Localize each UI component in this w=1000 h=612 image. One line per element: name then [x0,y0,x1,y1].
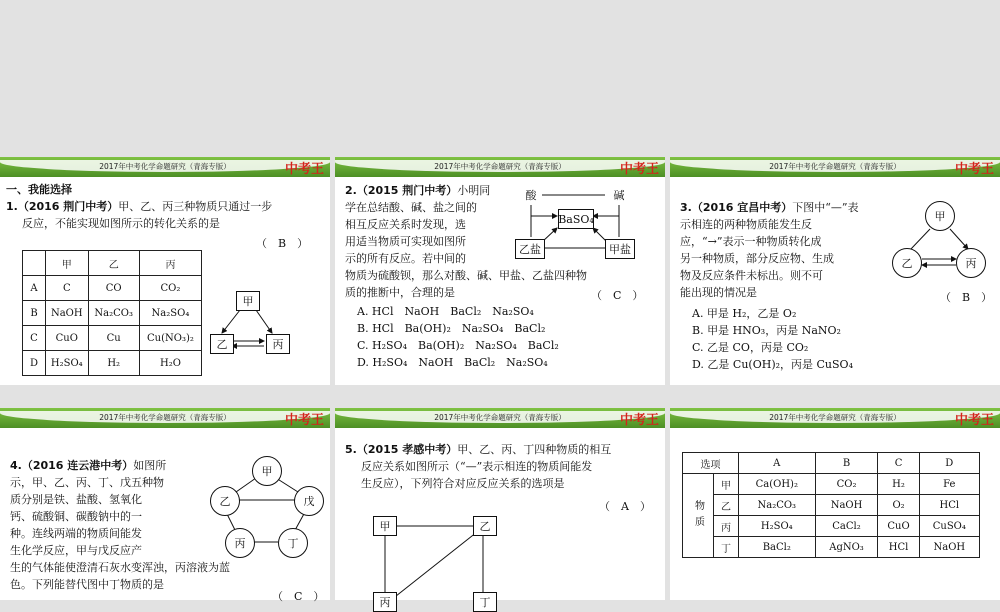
table-cell: H₂SO₄ [739,516,816,537]
table-header-row [683,453,980,474]
header-title: 2017年中考化学命题研究（青海专版） [769,162,901,171]
table-cell: A [23,276,46,301]
q-text: 小明同 [457,184,491,197]
table-row [683,516,980,537]
answer: （ B ） [256,237,309,250]
table-cell: H₂O [139,351,201,376]
q-source: （2016 连云港中考） [21,459,134,472]
logo: 中考王 [284,413,324,428]
q-text: 质分别是铁、盐酸、氢氧化 [10,493,142,506]
node-yi: 乙 [892,248,922,278]
answer: （ A ） [599,500,651,513]
table-cell: Na₂SO₄ [139,301,201,326]
header-title: 2017年中考化学命题研究（青海专版） [434,413,566,422]
node-yi: 乙 [210,334,234,354]
q-text: 学在总结酸、碱、盐之间的 [345,201,477,214]
option-c: C. 乙是 CO，丙是 CO₂ [692,341,809,354]
q-text: 色。下列能替代图中丁物质的是 [10,578,164,591]
header-title: 2017年中考化学命题研究（青海专版） [769,413,901,422]
option-a: A. 甲是 H₂，乙是 O₂ [692,307,797,320]
slide-q1 [0,157,330,385]
q-num: 4. [10,459,22,472]
q-text: 质的推断中，合理的是 [345,286,455,299]
slide-header [670,408,1000,428]
node-bing: 丙 [266,334,290,354]
q-num: 3. [680,201,692,214]
table-cell: C [23,326,46,351]
header-cell: D [919,453,979,474]
header-cell: A [739,453,816,474]
table-cell: CO₂ [815,474,878,495]
q-num: 5. [345,443,357,456]
node-bing: 丙 [373,592,397,612]
answer: （ C ） [272,590,325,603]
q-text: 甲、乙、丙、丁四种物质的相互 [457,443,612,456]
q-text: 应，“→”表示一种物质转化成 [680,235,822,248]
table-cell: Ca(OH)₂ [739,474,816,495]
node-ding: 丁 [473,592,497,612]
node-jia: 甲 [236,291,260,311]
slide-q5-table [670,408,1000,600]
table-cell: 丁 [714,537,739,558]
header-cell: 丙 [139,251,201,276]
table-cell: HCl [919,495,979,516]
diagram-lines [335,408,665,600]
table-cell: CaCl₂ [815,516,878,537]
table-cell: CO₂ [139,276,201,301]
node-jia: 甲 [373,516,397,536]
table-cell: 丙 [714,516,739,537]
option-b: B. 甲是 HNO₃，丙是 NaNO₂ [692,324,841,337]
q-text: 种。连线两端的物质间能发 [10,527,142,540]
header-cell: B [815,453,878,474]
table-cell: H₂SO₄ [46,351,89,376]
q-text: 钙、硫酸铜、碳酸钠中的一 [10,510,142,523]
table-cell: C [46,276,89,301]
slide-q5 [335,408,665,609]
q-num: 1. [6,200,18,213]
q-text: 下图中“—”表 [792,201,859,214]
q-text: 示的所有反应。若中间的 [345,252,466,265]
q-source: （2015 孝感中考） [356,443,458,456]
node-bing: 丙 [225,528,255,558]
table-cell: 乙 [714,495,739,516]
q-text: 能出现的情况是 [680,286,757,299]
logo: 中考王 [954,162,994,177]
header-cell: 选项 [683,453,739,474]
table-row [683,495,980,516]
slide-q4 [0,408,330,603]
q-text: 物及反应条件未标出。则不可 [680,269,823,282]
node-jia: 甲 [925,201,955,231]
table-cell: Cu(NO₃)₂ [139,326,201,351]
table-cell: BaCl₂ [739,537,816,558]
diagram-lines [0,408,330,600]
node-baso4: BaSO₄ [558,209,594,229]
table-cell: CuO [878,516,919,537]
q-source: （2015 荆门中考） [356,184,458,197]
q-source: （2016 荆门中考） [17,200,119,213]
answer: （ C ） [591,289,644,302]
q-num: 2. [345,184,357,197]
q-text: 生反应），下列符合对应反应关系的选项是 [361,477,565,490]
table-cell: H₂ [878,474,919,495]
table-cell: Fe [919,474,979,495]
table-cell: NaOH [46,301,89,326]
table-row [683,537,980,558]
table-cell: CuO [46,326,89,351]
header-title: 2017年中考化学命题研究（青海专版） [99,162,231,171]
options-table [682,452,980,558]
node-jia: 甲 [252,456,282,486]
node-bing: 丙 [956,248,986,278]
logo: 中考王 [954,413,994,428]
q-text: 另一种物质，部分反应物、生成 [680,252,834,265]
q-text: 反应，不能实现如图所示的转化关系的是 [22,217,220,230]
node-salt1: 甲盐 [605,239,635,259]
q-text: 反应关系如图所示（“—”表示相连的物质间能发 [361,460,593,473]
table-row [683,474,980,495]
table-cell: 甲 [714,474,739,495]
header-cell: 乙 [88,251,139,276]
q-text: 甲、乙、丙三种物质只通过一步 [118,200,273,213]
option-d: D. 乙是 Cu(OH)₂，丙是 CuSO₄ [692,358,853,371]
side-label: 物质 [683,474,714,558]
header-title: 2017年中考化学命题研究（青海专版） [99,413,231,422]
node-salt2: 乙盐 [515,239,545,259]
table-cell: NaOH [815,495,878,516]
diagram-arrows [670,157,1000,385]
q-text: 如图所 [133,459,167,472]
header-cell: 甲 [46,251,89,276]
option-b: B. HCl Ba(OH)₂ Na₂SO₄ BaCl₂ [357,322,546,335]
q-text: 相互反应关系时发现，选 [345,218,466,231]
header-title: 2017年中考化学命题研究（青海专版） [434,162,566,171]
logo: 中考王 [284,162,324,177]
table-cell: H₂ [88,351,139,376]
section-title: 一、我能选择 [6,183,72,196]
q-text: 示，甲、乙、丙、丁、戊五种物 [10,476,164,489]
table-cell: Cu [88,326,139,351]
table-cell: NaOH [919,537,979,558]
table-cell: AgNO₃ [815,537,878,558]
table-cell: CO [88,276,139,301]
table-cell: CuSO₄ [919,516,979,537]
answer: （ B ） [940,291,993,304]
slide-q2 [335,157,665,385]
table-cell: B [23,301,46,326]
q-text: 生的气体能使澄清石灰水变浑浊，丙溶液为蓝 [10,561,230,574]
logo: 中考王 [619,162,659,177]
option-d: D. H₂SO₄ NaOH BaCl₂ Na₂SO₄ [357,356,548,369]
node-wu: 戊 [294,486,324,516]
table-cell: Na₂CO₃ [739,495,816,516]
node-acid: 酸 [521,186,541,204]
table-cell: O₂ [878,495,919,516]
logo: 中考王 [619,413,659,428]
node-yi: 乙 [473,516,497,536]
table-cell: D [23,351,46,376]
q-text: 示相连的两种物质能发生反 [680,218,812,231]
slide-q3 [670,157,1000,385]
node-base: 碱 [609,186,629,204]
q-text: 生化学反应，甲与戊反应产 [10,544,142,557]
option-c: C. H₂SO₄ Ba(OH)₂ Na₂SO₄ BaCl₂ [357,339,559,352]
q-text: 物质为硫酸钡，那么对酸、碱、甲盐、乙盐四种物 [345,269,587,282]
option-a: A. HCl NaOH BaCl₂ Na₂SO₄ [357,305,534,318]
table-cell: Na₂CO₃ [88,301,139,326]
header-cell: C [878,453,919,474]
table-cell: HCl [878,537,919,558]
q-source: （2016 宜昌中考） [691,201,793,214]
node-ding: 丁 [278,528,308,558]
q-text: 用适当物质可实现如图所 [345,235,466,248]
node-yi: 乙 [210,486,240,516]
